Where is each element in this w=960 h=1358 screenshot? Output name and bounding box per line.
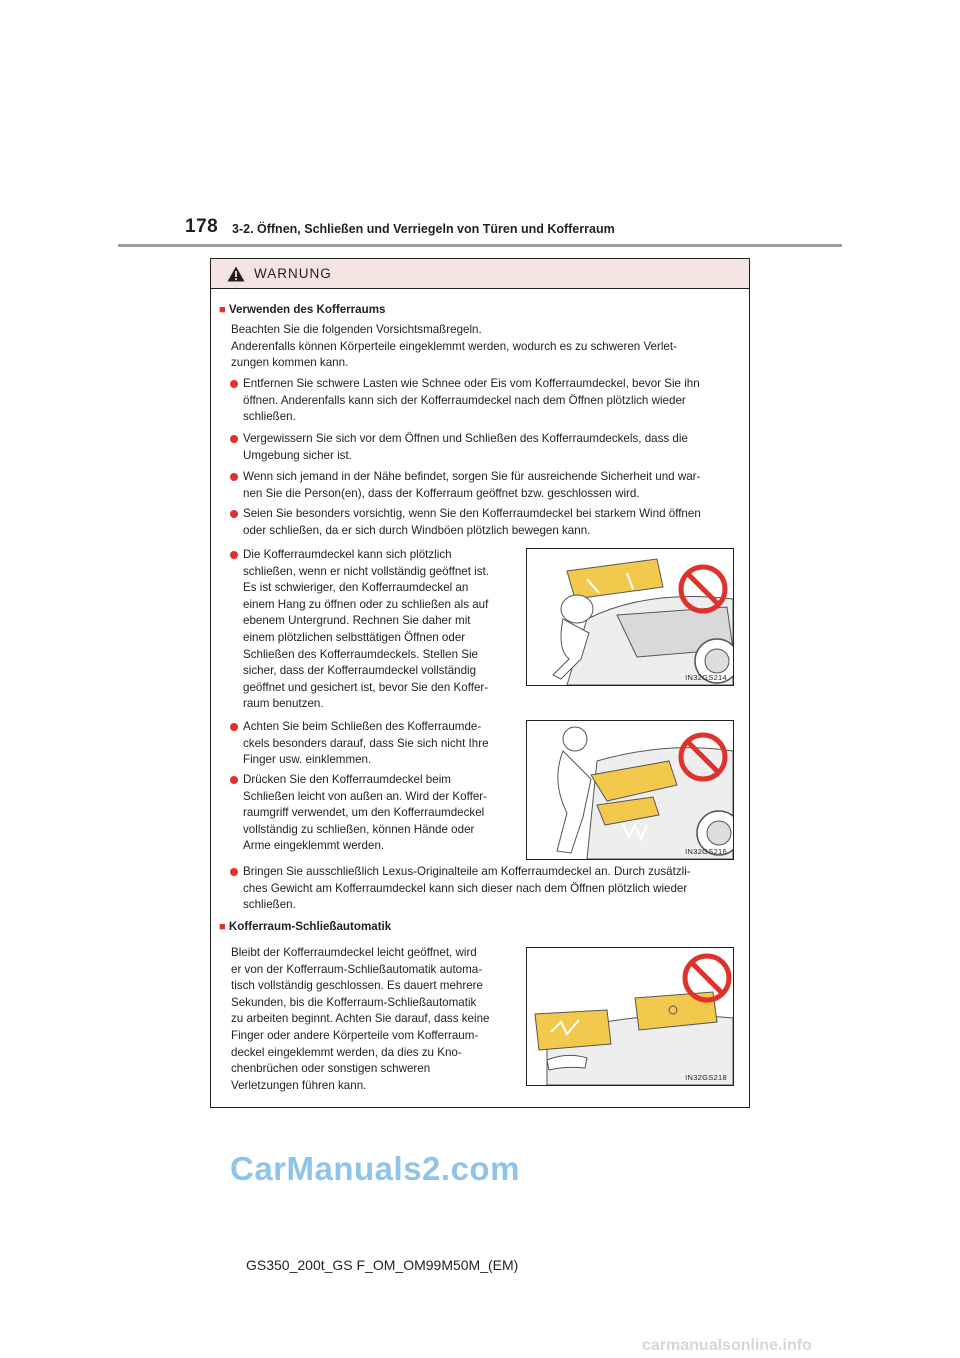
bullet-icon <box>229 772 241 788</box>
illustration-auto-close <box>526 947 734 1086</box>
section-heading-auto-close: ■ Kofferraum-Schließautomatik <box>219 920 392 933</box>
auto-close-illustration <box>527 948 733 1085</box>
bullet-lid-may-close: Die Kofferraumdeckel kann sich plötzlich schließen, wenn er nicht vollständig geöffnet ist. Es ist schwieriger, den Kofferraumdeckel an einem Hang zu öffnen oder zu schließen als auf ebenem Untergrund. Rechnen Sie daher mit einem plötzlichen selbsttätigen Öffnen oder Schließen des Kofferraumdeckels. Stellen Sie sicher, dass der Kofferraumdeckel vollständig geöffnet und gesichert ist, bevor Sie den Koffer- raum benutzen. <box>243 548 489 711</box>
bullet-icon <box>229 864 241 880</box>
auto-close-paragraph: Bleibt der Kofferraumdeckel leicht geöffnet, wird er von der Kofferraum-Schließautomatik automa- tisch vollständig geschlossen. Es dauert mehrere Sekunden, bis die Kofferraum-Schließautomatik zu arbeiten beginnt. Achten Sie darauf, dass keine Finger oder andere Körperteile vom Kofferraum- deckel eingeklemmt werden, da dies zu Kno- chenbrüchen oder sonstigen schweren Verletzungen führen kann. <box>231 946 490 1092</box>
footer-site-watermark: carmanualsonline.info <box>642 1337 812 1354</box>
footer-manual-code: GS350_200t_GS F_OM_OM99M50M_(EM) <box>246 1257 519 1273</box>
bullet-remove-loads: Entfernen Sie schwere Lasten wie Schnee oder Eis vom Kofferraumdeckel, bevor Sie ihn öffnen. Anderenfalls kann sich der Kofferraumdeckel nach dem Öffnen plötzlich wieder schließen. <box>243 377 700 424</box>
square-bullet-icon: ■ <box>219 921 226 933</box>
illustration-code: IN32GS216 <box>685 847 727 856</box>
section-title: 3-2. Öffnen, Schließen und Verriegeln von Türen und Kofferraum <box>232 222 615 236</box>
bullet-check-surroundings: Vergewissern Sie sich vor dem Öffnen und Schließen des Kofferraumdeckels, dass die Umgebung sicher ist. <box>243 432 688 462</box>
bullet-icon <box>229 719 241 735</box>
bullet-icon <box>229 469 241 485</box>
bullet-icon <box>229 376 241 392</box>
header-rule <box>118 244 842 247</box>
bullet-strong-wind: Seien Sie besonders vorsichtig, wenn Sie den Kofferraumdeckel bei starkem Wind öffnen oder schließen, da er sich durch Windböen plötzlich bewegen kann. <box>243 507 701 537</box>
illustration-hand-pinch <box>526 720 734 860</box>
watermark: CarManuals2.com <box>230 1150 520 1187</box>
page-number: 178 <box>185 216 219 237</box>
trunk-lid-falling-illustration <box>527 549 733 685</box>
bullet-finger-caution: Achten Sie beim Schließen des Kofferraumde- ckels besonders darauf, dass Sie sich nicht Ihre Finger usw. einklemmen. <box>243 720 489 767</box>
warning-title: WARNUNG <box>254 266 332 281</box>
bullet-icon <box>229 506 241 522</box>
bullet-genuine-parts: Bringen Sie ausschließlich Lexus-Originalteile am Kofferraumdeckel an. Durch zusätzli- ches Gewicht am Kofferraumdeckel kann sich dieser nach dem Öffnen plötzlich wieder schließen. <box>243 865 691 912</box>
bullet-icon <box>229 547 241 563</box>
bullet-icon <box>229 431 241 447</box>
bullet-warn-people: Wenn sich jemand in der Nähe befindet, sorgen Sie für ausreichende Sicherheit und war- nen Sie die Person(en), dass der Kofferraum geöffnet bzw. geschlossen wird. <box>243 470 701 500</box>
intro-paragraph: Beachten Sie die folgenden Vorsichtsmaßregeln. Anderenfalls können Körperteile eingeklemmt werden, wodurch es zu schweren Verlet- zungen kommen kann. <box>231 323 677 370</box>
warning-triangle-icon <box>227 266 245 282</box>
warning-box <box>210 258 750 1108</box>
illustration-code: IN32GS218 <box>685 1073 727 1082</box>
warning-header <box>211 259 749 289</box>
bullet-press-lid: Drücken Sie den Kofferraumdeckel beim Schließen leicht von außen an. Wird der Koffer- raumgriff verwendet, um den Kofferraumdeckel vollständig zu schließen, können Hände oder Arme eingeklemmt werden. <box>243 773 488 853</box>
illustration-code: IN32GS214 <box>685 673 727 682</box>
hand-pinch-illustration <box>527 721 733 859</box>
square-bullet-icon: ■ <box>219 304 226 316</box>
section-heading-usage: ■ Verwenden des Kofferraums <box>219 303 386 316</box>
illustration-lid-falling <box>526 548 734 686</box>
